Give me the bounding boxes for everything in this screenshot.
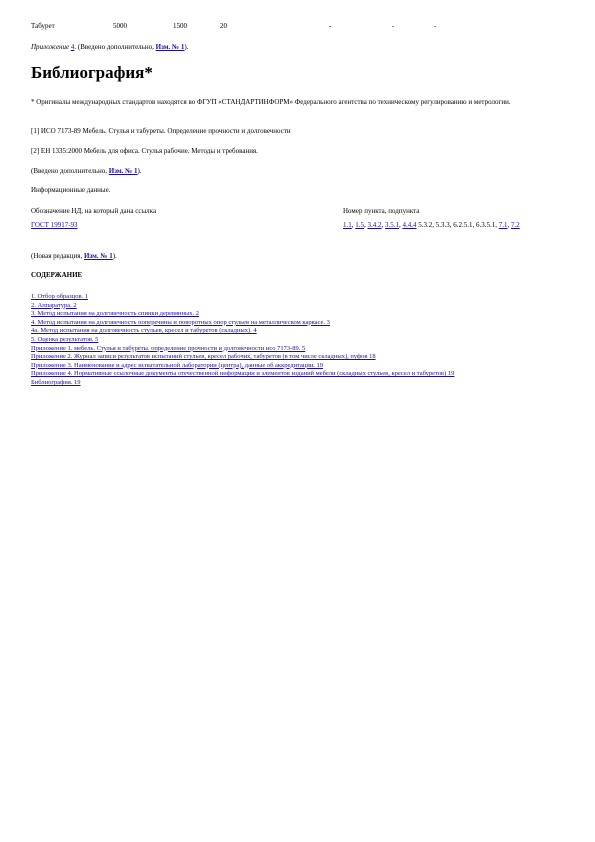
new-edition-note [31, 252, 561, 261]
note-text: (Новая редакция, [31, 252, 84, 260]
reference-2: [2] ЕН 1335:2000 Мебель для офиса. Стулья рабочие. Методы и требования. [31, 147, 258, 155]
items-cell: 1.1, 1.5, 3.4.2, 3.5.1, 4.4.4 5.3.2, 5.3.3, 6.2.5.1, 6.3.5.1, 7.1, 7.2 [343, 221, 520, 229]
note-text: ). [137, 167, 142, 175]
item-link[interactable]: 7.2 [511, 221, 520, 229]
toc-link[interactable]: 2. Аппаратура. 2 [31, 301, 77, 309]
item-link[interactable]: 3.5.1 [385, 221, 399, 229]
cell-value: 1500 [173, 22, 187, 30]
info-title: Информационные данные. [31, 186, 111, 194]
toc-link[interactable]: 4. Метод испытания на долговечность поперечины и поворотных опор стульев на металлическом каркасе. 3 [31, 318, 330, 326]
added-note [31, 167, 561, 176]
toc-link[interactable]: Приложение 3. Наименование и адрес испытательной лаборатории (центра), данные об аккредитации. 19 [31, 361, 324, 369]
item-link[interactable]: 3.4.2 [367, 221, 382, 229]
item-link[interactable]: 1.5 [355, 221, 364, 229]
note-text: Приложение [31, 43, 71, 51]
change-link[interactable]: Изм. № 1 [155, 43, 185, 51]
item-link[interactable]: 7.1 [498, 221, 508, 229]
note-text: ). [184, 43, 189, 51]
table-of-contents [31, 293, 561, 388]
toc-link[interactable]: 3. Метод испытания на долговечность спинки деревянных. 2 [31, 310, 200, 318]
cell-value: 5000 [113, 22, 127, 30]
cell-value: - [434, 22, 437, 30]
column-header: Обозначение НД, на который дана ссылка [31, 207, 157, 215]
cell-value: - [329, 22, 332, 30]
appendix-note [31, 43, 188, 51]
cell-name: Табурет [31, 22, 55, 30]
contents-title: СОДЕРЖАНИЕ [31, 271, 83, 279]
toc-link[interactable]: Библиография. 19 [31, 378, 81, 386]
footnote: * Оригиналы международных стандартов находятся во ФГУП «СТАНДАРТИНФОРМ» Федерального агентства по техническому регулированию и метрологии. [31, 98, 511, 106]
cell-value: - [392, 22, 395, 30]
note-text: ). [112, 252, 117, 260]
toc-link[interactable]: Приложение 1. мебель. Стулья и табуреты. определение прочности и долговечности исо 7173-89. 5 [31, 344, 306, 352]
document-link[interactable]: ГОСТ 19917-93 [31, 221, 78, 229]
item-link[interactable]: 1.1 [343, 221, 352, 229]
page-title: Библиография* [31, 63, 153, 82]
toc-link[interactable]: Приложение 4. Нормативные ссылочные документы отечественной информации и элементов изданий мебели (складных стульев, кресел и табуретов) 19 [31, 370, 455, 378]
toc-link[interactable]: 5. Оценка результатов. 5 [31, 335, 99, 343]
toc-link[interactable]: 4а. Метод испытания на долговечность стульев, кресел и табуретов (складных). 4 [31, 327, 257, 335]
change-link[interactable]: Изм. № 1 [108, 167, 138, 175]
items-text: 5.3.2, 5.3.3, 6.2.5.1, 6.3.5.1, [418, 221, 497, 229]
cell-value: 20 [220, 22, 227, 30]
appendix-link[interactable]: 4 [70, 43, 75, 51]
column-header: Номер пункта, подпункта [343, 207, 420, 215]
item-link[interactable]: 4.4.4 [402, 221, 417, 229]
toc-link[interactable]: 1. Отбор образцов. 1 [31, 293, 89, 300]
note-text: (Введено дополнительно, [31, 167, 109, 175]
change-link[interactable]: Изм. № 1 [83, 252, 113, 260]
reference-1: [1] ИСО 7173-89 Мебель. Стулья и табуреты. Определение прочности и долговечности [31, 127, 291, 135]
toc-link[interactable]: Приложение 2. Журнал записи результатов испытаний стульев, кресел рабочих, табуретов (в том числе складных), пуфов 18 [31, 353, 376, 361]
note-text: . (Введено дополнительно, [74, 43, 156, 51]
table-row [31, 22, 551, 32]
